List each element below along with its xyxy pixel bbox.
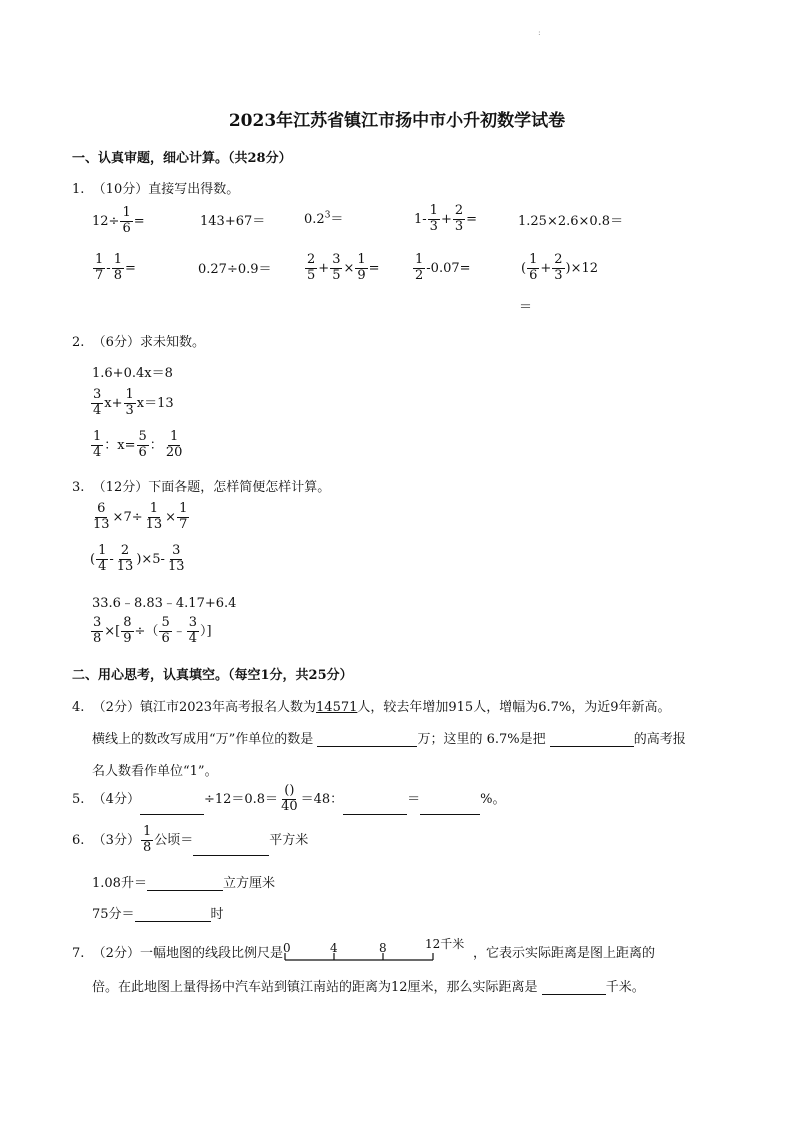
fraction <box>279 784 300 815</box>
text: ( <box>90 551 96 567</box>
text: 立方厘米 <box>222 876 275 891</box>
underlined-number: 14571 <box>316 700 358 715</box>
numerator: 1 <box>98 543 107 558</box>
denominator: 4 <box>188 630 198 646</box>
text: = <box>368 260 380 276</box>
denominator: 6 <box>529 267 538 283</box>
denominator: 9 <box>357 267 366 283</box>
q5-number: 5. <box>72 791 85 807</box>
fraction <box>144 502 165 533</box>
q7-line-1 <box>72 936 655 965</box>
text: - <box>109 551 114 567</box>
denominator: 4 <box>93 402 102 418</box>
numerator: 2 <box>454 203 464 218</box>
numerator: 1 <box>93 429 102 444</box>
denominator: 13 <box>93 516 110 532</box>
fraction <box>137 430 149 461</box>
scale-label: 4 <box>329 940 338 955</box>
exponent: 3 <box>324 210 331 221</box>
q1-r1-c <box>304 208 343 227</box>
answer-blank[interactable] <box>420 799 480 815</box>
denominator: 2 <box>415 267 424 283</box>
answer-blank[interactable] <box>147 875 223 891</box>
text: ）] <box>200 623 212 639</box>
q1-heading <box>72 178 239 197</box>
q2-equation-1: 1.6+0.4x＝8 <box>92 366 173 381</box>
text: )×5- <box>136 551 165 567</box>
q6-number: 6. <box>72 832 85 848</box>
numerator: 1 <box>95 252 104 267</box>
q1-r2-a <box>92 253 136 284</box>
answer-blank[interactable] <box>140 799 204 815</box>
q1-r2-b: 0.27÷0.9＝ <box>198 262 272 277</box>
numerator: 1 <box>169 429 179 444</box>
numerator: 8 <box>123 615 132 630</box>
numerator: 1 <box>125 387 134 402</box>
numerator: 5 <box>161 615 170 630</box>
denominator: 20 <box>165 444 183 460</box>
q3-expression-1 <box>90 502 190 533</box>
text: 0.2 <box>304 212 325 227</box>
numerator: () <box>284 783 295 798</box>
q3-heading <box>72 476 330 495</box>
text: 1- <box>414 211 427 227</box>
denominator: 6 <box>122 220 131 236</box>
fraction <box>112 253 124 284</box>
text: 公顷＝ <box>154 832 194 848</box>
q1-r2-c <box>304 253 380 284</box>
numerator: 3 <box>93 615 102 630</box>
text: （4分） <box>92 791 140 807</box>
denominator: 3 <box>454 218 464 234</box>
text: （3分） <box>92 832 140 848</box>
answer-blank[interactable] <box>317 731 417 747</box>
answer-blank[interactable] <box>343 799 407 815</box>
text: ： <box>149 437 163 453</box>
fraction <box>96 544 108 575</box>
scale-label: 0 <box>282 940 291 955</box>
text: 横线上的数改写成用“万”作单位的数是 <box>92 732 314 747</box>
denominator: 3 <box>554 267 563 283</box>
numerator: 1 <box>149 501 159 516</box>
denominator: 40 <box>281 798 298 814</box>
q6-line-1 <box>72 825 308 856</box>
text: 平方米 <box>269 832 309 848</box>
q6-line-2 <box>92 872 275 891</box>
text: 时 <box>210 907 224 922</box>
numerator: 1 <box>529 252 538 267</box>
text: ×7÷ <box>112 509 143 525</box>
fraction <box>159 616 171 647</box>
answer-blank[interactable] <box>135 906 211 922</box>
q7-line-2 <box>92 976 645 995</box>
text: + <box>540 260 552 276</box>
text: 千米。 <box>605 980 645 995</box>
q1-r1-b: 143+67＝ <box>200 214 266 229</box>
fraction <box>527 253 539 284</box>
numerator: 1 <box>429 203 438 218</box>
q1-r1-a <box>92 206 145 237</box>
fraction <box>124 388 136 419</box>
denominator: 5 <box>307 267 316 283</box>
text: = <box>124 260 136 276</box>
denominator: 6 <box>161 630 170 646</box>
scale-label: 12千米 <box>424 936 465 951</box>
q4-line-2 <box>92 728 686 747</box>
numerator: 1 <box>122 205 131 220</box>
fraction <box>305 253 317 284</box>
q3-number: 3. <box>72 480 85 495</box>
denominator: 8 <box>142 839 152 855</box>
top-mark: : <box>538 28 541 37</box>
fraction <box>330 253 342 284</box>
section-2-heading: 二、用心思考，认真填空。（每空1分，共25分） <box>72 668 353 683</box>
numerator: 3 <box>172 543 181 558</box>
numerator: 2 <box>554 252 563 267</box>
fraction <box>141 825 153 856</box>
text: + <box>440 211 452 227</box>
text: （2分）镇江市2023年高考报名人数为 <box>92 700 317 715</box>
fraction <box>91 430 103 461</box>
denominator: 3 <box>429 218 438 234</box>
denominator: 6 <box>138 444 147 460</box>
denominator: 5 <box>332 267 341 283</box>
text: + <box>318 260 330 276</box>
fraction <box>120 206 132 237</box>
text: × <box>343 260 355 276</box>
q2-equation-2 <box>90 388 174 419</box>
denominator: 13 <box>167 558 185 574</box>
q4-number: 4. <box>72 700 85 715</box>
denominator: 4 <box>93 444 102 460</box>
text: -0.07= <box>426 260 471 276</box>
fraction <box>413 253 425 284</box>
fraction <box>552 253 564 284</box>
fraction <box>93 253 105 284</box>
text: x+ <box>104 395 123 411</box>
q1-r1-e: 1.25×2.6×0.8＝ <box>518 214 624 229</box>
q1-r2-d <box>412 253 471 284</box>
section-1-heading: 一、认真审题，细心计算。（共28分） <box>72 151 292 166</box>
text: 的高考报 <box>633 732 686 747</box>
numerator: 6 <box>97 501 106 516</box>
numerator: 1 <box>179 501 188 516</box>
fraction <box>428 204 440 235</box>
text: %。 <box>480 791 506 807</box>
denominator: 7 <box>179 516 188 532</box>
denominator: 13 <box>116 558 134 574</box>
q1-r2-e-equals: ＝ <box>519 300 533 315</box>
text: （2分）一幅地图的线段比例尺是 <box>92 946 283 961</box>
fraction <box>355 253 367 284</box>
fraction <box>91 388 103 419</box>
q4-line-3: 名人数看作单位“1”。 <box>92 764 218 779</box>
text: 75分＝ <box>92 907 135 922</box>
text: x＝13 <box>136 395 174 411</box>
denominator: 7 <box>95 267 104 283</box>
fraction <box>91 502 112 533</box>
fraction <box>166 544 187 575</box>
numerator: 3 <box>93 387 102 402</box>
numerator: 3 <box>188 615 198 630</box>
page-title: 2023年江苏省镇江市扬中市小升初数学试卷 <box>228 111 566 131</box>
fraction <box>121 616 133 647</box>
q3-expression-2 <box>90 544 188 575</box>
denominator: 9 <box>123 630 132 646</box>
text: 12÷ <box>92 213 120 229</box>
fraction <box>177 502 189 533</box>
q3-expression-3: 33.6﹣8.83﹣4.17+6.4 <box>92 596 237 611</box>
fraction <box>453 204 465 235</box>
q5-line <box>72 784 506 815</box>
text: ÷12＝0.8＝ <box>203 791 279 807</box>
q4-line-1 <box>72 696 671 715</box>
q2-equation-3 <box>90 430 185 461</box>
answer-blank[interactable] <box>542 979 606 995</box>
text: ＝ <box>330 212 344 227</box>
numerator: 2 <box>120 543 130 558</box>
numerator: 3 <box>332 252 341 267</box>
q1-instruction: （10分）直接写出得数。 <box>92 182 240 197</box>
text: ：x= <box>104 437 136 453</box>
q2-heading <box>72 331 205 350</box>
denominator: 8 <box>113 267 122 283</box>
text: ，它表示实际距离是图上距离的 <box>472 946 655 961</box>
text: 倍。在此地图上量得扬中汽车站到镇江南站的距离为12厘米，那么实际距离是 <box>92 980 538 995</box>
text: ﹣ <box>172 623 186 639</box>
q1-r1-d <box>414 204 477 235</box>
text: ＝48： <box>300 791 344 807</box>
text: )×12 <box>565 260 599 276</box>
q3-instruction: （12分）下面各题，怎样简便怎样计算。 <box>92 480 331 495</box>
fraction <box>115 544 136 575</box>
fraction <box>187 616 199 647</box>
q6-line-3 <box>92 903 224 922</box>
numerator: 1 <box>415 252 424 267</box>
text: - <box>106 260 111 276</box>
denominator: 13 <box>145 516 163 532</box>
q1-number: 1. <box>72 182 85 197</box>
denominator: 8 <box>93 630 102 646</box>
answer-blank[interactable] <box>193 840 269 856</box>
text: 万；这里的 6.7%是把 <box>417 732 546 747</box>
numerator: 2 <box>307 252 316 267</box>
text: × <box>165 509 177 525</box>
text: ＝ <box>407 791 421 807</box>
scale-label: 8 <box>378 940 387 955</box>
fraction <box>91 616 103 647</box>
text: = <box>466 211 478 227</box>
text: = <box>133 213 145 229</box>
numerator: 5 <box>138 429 147 444</box>
numerator: 1 <box>142 824 152 839</box>
q3-expression-4 <box>90 616 212 647</box>
text: ×[ <box>104 623 121 639</box>
text: ( <box>521 260 527 276</box>
q2-number: 2. <box>72 335 85 350</box>
q2-instruction: （6分）求未知数。 <box>92 335 205 350</box>
answer-blank[interactable] <box>550 731 634 747</box>
q1-r2-e <box>521 253 598 284</box>
text: ÷（ <box>134 623 159 639</box>
denominator: 4 <box>98 558 107 574</box>
map-scale-bar <box>282 936 473 965</box>
fraction <box>164 430 185 461</box>
q7-number: 7. <box>72 946 85 961</box>
text: 1.08升＝ <box>92 876 147 891</box>
denominator: 3 <box>125 402 134 418</box>
numerator: 1 <box>113 252 122 267</box>
numerator: 1 <box>357 252 366 267</box>
text: 人，较去年增加915人，增幅为6.7%，为近9年新高。 <box>357 700 671 715</box>
